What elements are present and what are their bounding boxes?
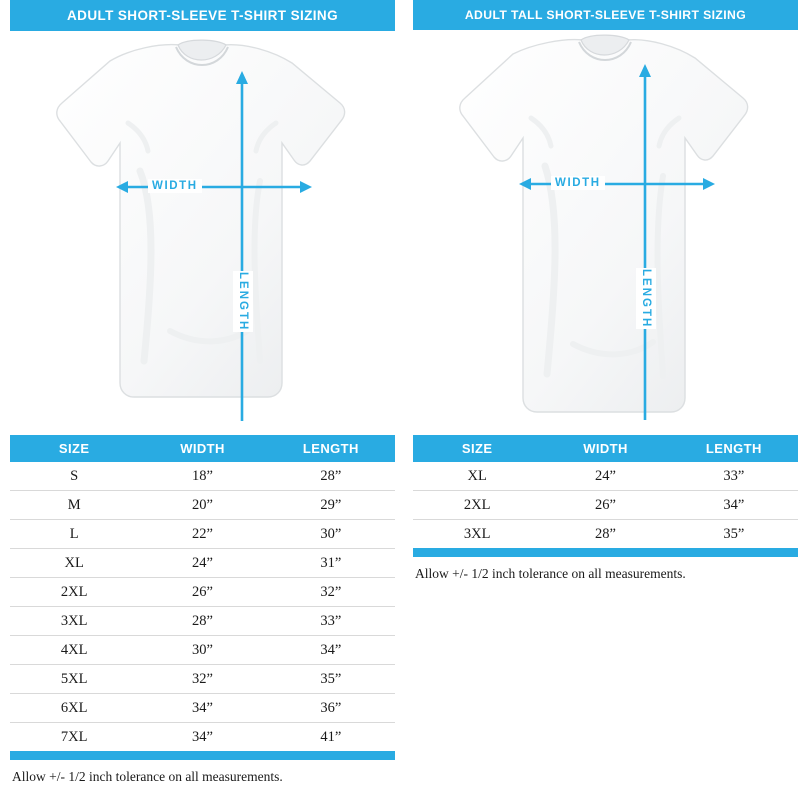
cell-size: L — [10, 520, 138, 549]
adult-tall-sizing-header: ADULT TALL SHORT-SLEEVE T-SHIRT SIZING — [413, 0, 798, 30]
cell-size: 4XL — [10, 636, 138, 665]
table-row — [413, 462, 798, 491]
cell-width: 28” — [595, 525, 616, 542]
table-row — [10, 694, 395, 723]
cell-width: 34” — [138, 694, 266, 723]
tolerance-note: Allow +/- 1/2 inch tolerance on all measurements. — [415, 566, 686, 581]
adult-size-table-wrap — [10, 435, 395, 785]
cell-length: 28” — [267, 462, 395, 491]
table-footer-bar — [413, 548, 798, 557]
cell-length: 36” — [267, 694, 395, 723]
cell-length: 34” — [670, 491, 798, 520]
cell-width: 24” — [541, 462, 669, 491]
table-row — [10, 520, 395, 549]
cell-size: 2XL — [413, 491, 541, 520]
cell-size: XL — [413, 462, 541, 491]
adult-tall-size-table-wrap — [413, 435, 798, 582]
cell-width: 34” — [192, 728, 213, 745]
length-label: LENGTH — [636, 268, 656, 329]
cell-width: 26” — [541, 491, 669, 520]
adult-sizing-header: ADULT SHORT-SLEEVE T-SHIRT SIZING — [10, 0, 395, 31]
cell-width: 22” — [138, 520, 266, 549]
column-header-width: WIDTH — [541, 435, 669, 462]
cell-size: S — [10, 462, 138, 491]
adult-tall-size-table — [413, 435, 798, 548]
cell-size: 7XL — [60, 728, 88, 745]
cell-size: 3XL — [10, 607, 138, 636]
cell-width: 32” — [138, 665, 266, 694]
adult-tall-shirt-diagram — [413, 30, 798, 420]
cell-width: 24” — [138, 549, 266, 578]
column-header-length: LENGTH — [670, 435, 798, 462]
adult-size-table — [10, 435, 395, 751]
width-label: WIDTH — [148, 179, 202, 193]
table-row — [10, 549, 395, 578]
table-row — [10, 723, 395, 752]
cell-width: 20” — [138, 491, 266, 520]
adult-tall-sizing-panel — [413, 0, 798, 800]
table-row — [10, 607, 395, 636]
table-row — [10, 491, 395, 520]
adult-sizing-panel — [10, 0, 395, 800]
table-row — [413, 520, 798, 549]
cell-length: 34” — [267, 636, 395, 665]
cell-width: 28” — [138, 607, 266, 636]
cell-size: XL — [10, 549, 138, 578]
column-header-size: SIZE — [10, 435, 138, 462]
cell-width: 30” — [138, 636, 266, 665]
cell-size: 2XL — [10, 578, 138, 607]
adult-shirt-diagram — [10, 31, 395, 421]
table-header-row — [413, 435, 798, 462]
tshirt-tall-illustration — [413, 30, 798, 420]
cell-size: 6XL — [10, 694, 138, 723]
column-header-width: WIDTH — [138, 435, 266, 462]
cell-length: 33” — [267, 607, 395, 636]
column-header-size: SIZE — [413, 435, 541, 462]
cell-width: 26” — [138, 578, 266, 607]
cell-length: 32” — [267, 578, 395, 607]
cell-size: 3XL — [463, 525, 491, 542]
cell-length: 30” — [267, 520, 395, 549]
table-header-row — [10, 435, 395, 462]
table-row — [10, 636, 395, 665]
length-label: LENGTH — [233, 271, 253, 332]
cell-length: 31” — [267, 549, 395, 578]
table-row — [10, 578, 395, 607]
tolerance-note: Allow +/- 1/2 inch tolerance on all measurements. — [12, 769, 283, 784]
tshirt-illustration — [10, 31, 395, 421]
table-row — [10, 665, 395, 694]
cell-length: 33” — [670, 462, 798, 491]
cell-size: 5XL — [10, 665, 138, 694]
table-row — [10, 462, 395, 491]
cell-width: 18” — [138, 462, 266, 491]
column-header-length: LENGTH — [267, 435, 395, 462]
cell-length: 35” — [723, 525, 745, 542]
width-label: WIDTH — [551, 176, 605, 190]
cell-length: 35” — [267, 665, 395, 694]
cell-size: M — [10, 491, 138, 520]
table-footer-bar — [10, 751, 395, 760]
table-row — [413, 491, 798, 520]
cell-length: 29” — [267, 491, 395, 520]
cell-length: 41” — [320, 728, 342, 745]
